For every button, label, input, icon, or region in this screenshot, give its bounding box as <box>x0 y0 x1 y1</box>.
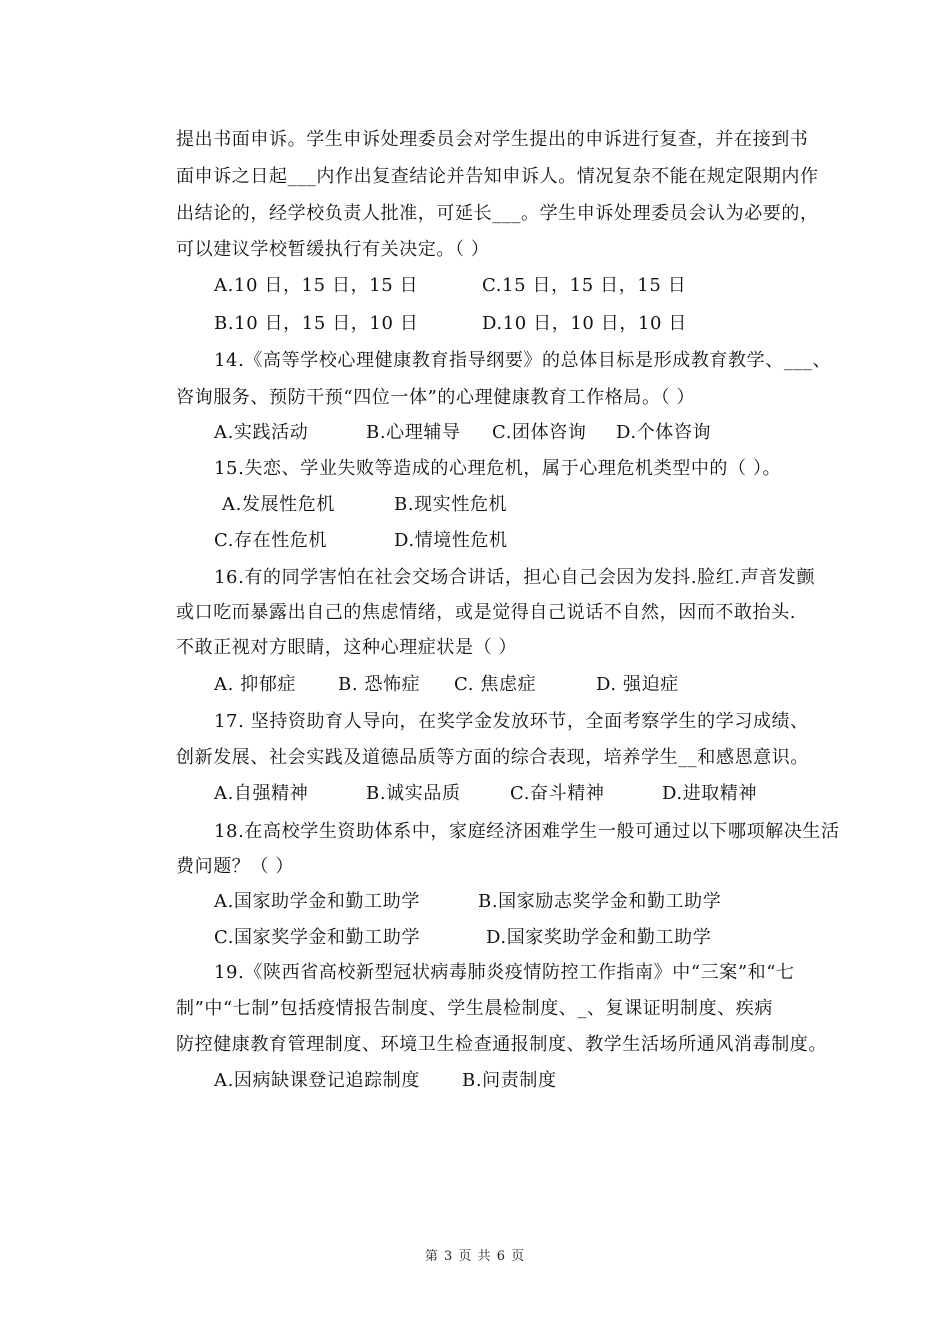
q14-option-b: B.心理辅导 <box>366 422 461 443</box>
q15-question-line-1: 15.失恋、学业失败等造成的心理危机，属于心理危机类型中的（ ）。 <box>214 458 782 479</box>
q14-option-a: A.实践活动 <box>214 422 309 443</box>
q16-option-a: A. 抑郁症 <box>214 674 297 695</box>
q19-question-line-2: 制”中“七制”包括疫情报告制度、学生晨检制度、_、复课证明制度、疾病 <box>176 998 774 1019</box>
q13-option-b: B.10 日，15 日，10 日 <box>214 313 419 334</box>
q13-text-line-1: 提出书面申诉。学生申诉处理委员会对学生提出的申诉进行复查，并在接到书 <box>176 129 809 150</box>
q15-option-a: A.发展性危机 <box>222 494 335 515</box>
q14-option-d: D.个体咨询 <box>616 422 712 443</box>
q13-option-a: A.10 日，15 日，15 日 <box>214 275 419 296</box>
q17-option-b: B.诚实品质 <box>366 783 461 804</box>
q13-text-line-3: 出结论的，经学校负责人批准，可延长___。学生申诉处理委员会认为必要的， <box>176 203 819 224</box>
q15-option-b: B.现实性危机 <box>394 494 508 515</box>
q14-option-c: C.团体咨询 <box>492 422 587 443</box>
q15-option-d: D.情境性危机 <box>394 530 508 551</box>
q17-option-a: A.自强精神 <box>214 783 309 804</box>
q18-option-c: C.国家奖学金和勤工助学 <box>214 927 421 948</box>
q18-option-d: D.国家奖助学金和勤工助学 <box>486 927 712 948</box>
q16-option-c: C. 焦虑症 <box>454 674 537 695</box>
q13-option-c: C.15 日，15 日，15 日 <box>482 275 687 296</box>
q18-option-b: B.国家励志奖学金和勤工助学 <box>478 891 722 912</box>
page-number-footer: 第 3 页 共 6 页 <box>424 1249 526 1264</box>
q19-question-line-3: 防控健康教育管理制度、环境卫生检查通报制度、教学生活场所通风消毒制度。 <box>176 1034 827 1055</box>
q16-question-line-1: 16.有的同学害怕在社会交场合讲话，担心自己会因为发抖.脸红.声音发颤 <box>214 567 816 588</box>
q18-option-a: A.国家助学金和勤工助学 <box>214 891 420 912</box>
q17-option-c: C.奋斗精神 <box>510 783 605 804</box>
q17-option-d: D.进取精神 <box>662 783 758 804</box>
q16-option-b: B. 恐怖症 <box>338 674 421 695</box>
q18-question-line-2: 费问题？（ ） <box>176 856 294 877</box>
q17-question-line-1: 17. 坚持资助育人导向，在奖学金发放环节，全面考察学生的学习成绩、 <box>214 711 809 732</box>
q16-question-line-2: 或口吃而暴露出自己的焦虑情绪，或是觉得自己说话不自然，因而不敢抬头. <box>176 602 797 623</box>
q19-option-b: B.问责制度 <box>462 1070 557 1091</box>
q13-text-line-2: 面申诉之日起___内作出复查结论并告知申诉人。情况复杂不能在规定限期内作 <box>176 166 819 187</box>
q13-option-d: D.10 日，10 日，10 日 <box>482 313 687 334</box>
q14-question-line-1: 14.《高等学校心理健康教育指导纲要》的总体目标是形成教育教学、___、 <box>214 350 832 371</box>
q19-question-line-1: 19.《陕西省高校新型冠状病毒肺炎疫情防控工作指南》中“三案”和“七 <box>214 962 795 983</box>
q16-question-line-3: 不敢正视对方眼睛，这种心理症状是（ ） <box>176 637 518 658</box>
q13-text-line-4: 可以建议学校暂缓执行有关决定。（ ） <box>176 239 490 260</box>
q19-option-a: A.因病缺课登记追踪制度 <box>214 1070 420 1091</box>
q18-question-line-1: 18.在高校学生资助体系中，家庭经济困难学生一般可通过以下哪项解决生活 <box>214 821 840 842</box>
q15-option-c: C.存在性危机 <box>214 530 328 551</box>
q16-option-d: D. 强迫症 <box>596 674 679 695</box>
q14-question-line-2: 咨询服务、预防干预“四位一体”的心理健康教育工作格局。（ ） <box>176 387 696 408</box>
q17-question-line-2: 创新发展、社会实践及道德品质等方面的综合表现，培养学生__和感恩意识。 <box>176 747 809 768</box>
